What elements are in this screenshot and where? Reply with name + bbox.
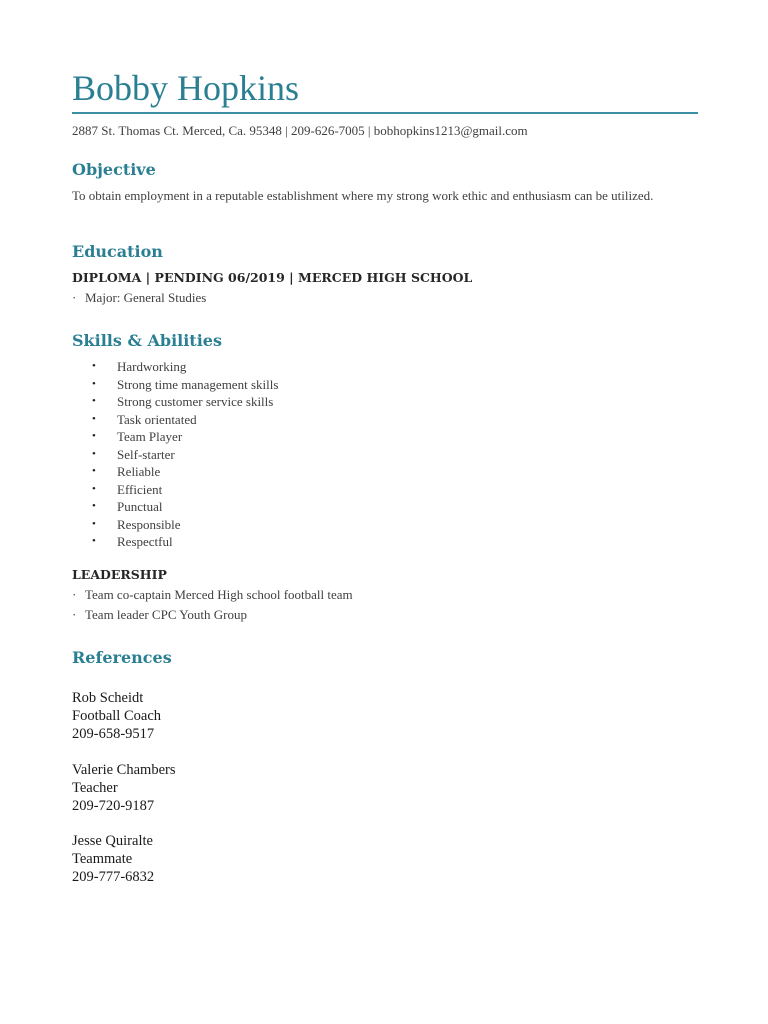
reference-entry	[72, 761, 175, 815]
skill-item-text: Reliable	[117, 464, 161, 479]
reference-role: Teammate	[72, 851, 133, 867]
bullet-icon: •	[92, 412, 96, 425]
education-major: Major: General Studies	[85, 290, 207, 305]
reference-phone: 209-777-6832	[72, 869, 155, 885]
skill-item-text: Hardworking	[117, 359, 187, 374]
bullet-icon: •	[92, 482, 96, 495]
education-heading: Education	[72, 242, 163, 261]
skills-heading: Skills & Abilities	[72, 331, 222, 350]
objective-text: To obtain employment in a reputable establishment where my strong work ethic and enthusiasm can be utilized.	[72, 188, 654, 203]
skill-item-text: Self-starter	[117, 446, 175, 462]
name-divider	[72, 112, 698, 114]
reference-role: Football Coach	[72, 708, 162, 724]
leadership-item-text: Team leader CPC Youth Group	[85, 607, 247, 622]
skill-item-text: Strong customer service skills	[117, 394, 274, 409]
reference-name: Valerie Chambers	[72, 762, 176, 778]
references-heading: References	[72, 648, 172, 667]
leadership-item	[72, 586, 353, 604]
reference-phone: 209-720-9187	[72, 798, 155, 814]
reference-name: Rob Scheidt	[72, 690, 144, 706]
skill-item-text: Responsible	[117, 516, 181, 532]
skill-item-text: Efficient	[117, 481, 163, 497]
leadership-item	[72, 606, 247, 624]
reference-entry	[72, 689, 161, 743]
bullet-dot: ·	[72, 290, 77, 305]
skill-item-text: Respectful	[117, 534, 173, 549]
bullet-icon: •	[92, 377, 96, 390]
bullet-icon: •	[92, 430, 96, 442]
skill-item-text: Strong time management skills	[117, 376, 279, 392]
bullet-icon: •	[92, 535, 96, 547]
reference-name: Jesse Quiralte	[72, 833, 153, 849]
skill-item-text: Punctual	[117, 499, 163, 514]
bullet-icon: •	[92, 395, 96, 407]
reference-role: Teacher	[72, 780, 118, 796]
objective-heading: Objective	[72, 160, 156, 179]
skill-item-text: Team Player	[117, 429, 183, 444]
reference-phone: 209-658-9517	[72, 726, 155, 742]
leadership-item-text: Team co-captain Merced High school football team	[85, 587, 353, 602]
bullet-icon: •	[92, 465, 96, 477]
bullet-icon: •	[92, 447, 96, 460]
bullet-dot: ·	[72, 607, 77, 622]
contact-info: 2887 St. Thomas Ct. Merced, Ca. 95348 | 209-626-7005 | bobhopkins1213@gmail.com	[72, 123, 528, 138]
bullet-dot: ·	[72, 587, 77, 602]
bullet-icon: •	[92, 517, 96, 530]
reference-entry	[72, 832, 154, 886]
education-degree-line: DIPLOMA | PENDING 06/2019 | MERCED HIGH SCHOOL	[72, 270, 473, 285]
leadership-heading: LEADERSHIP	[72, 567, 167, 582]
bullet-icon: •	[92, 360, 96, 372]
bullet-icon: •	[92, 500, 96, 512]
skill-item-text: Task orientated	[117, 411, 197, 427]
education-major-item	[72, 289, 206, 307]
resume-name: Bobby Hopkins	[72, 68, 300, 108]
